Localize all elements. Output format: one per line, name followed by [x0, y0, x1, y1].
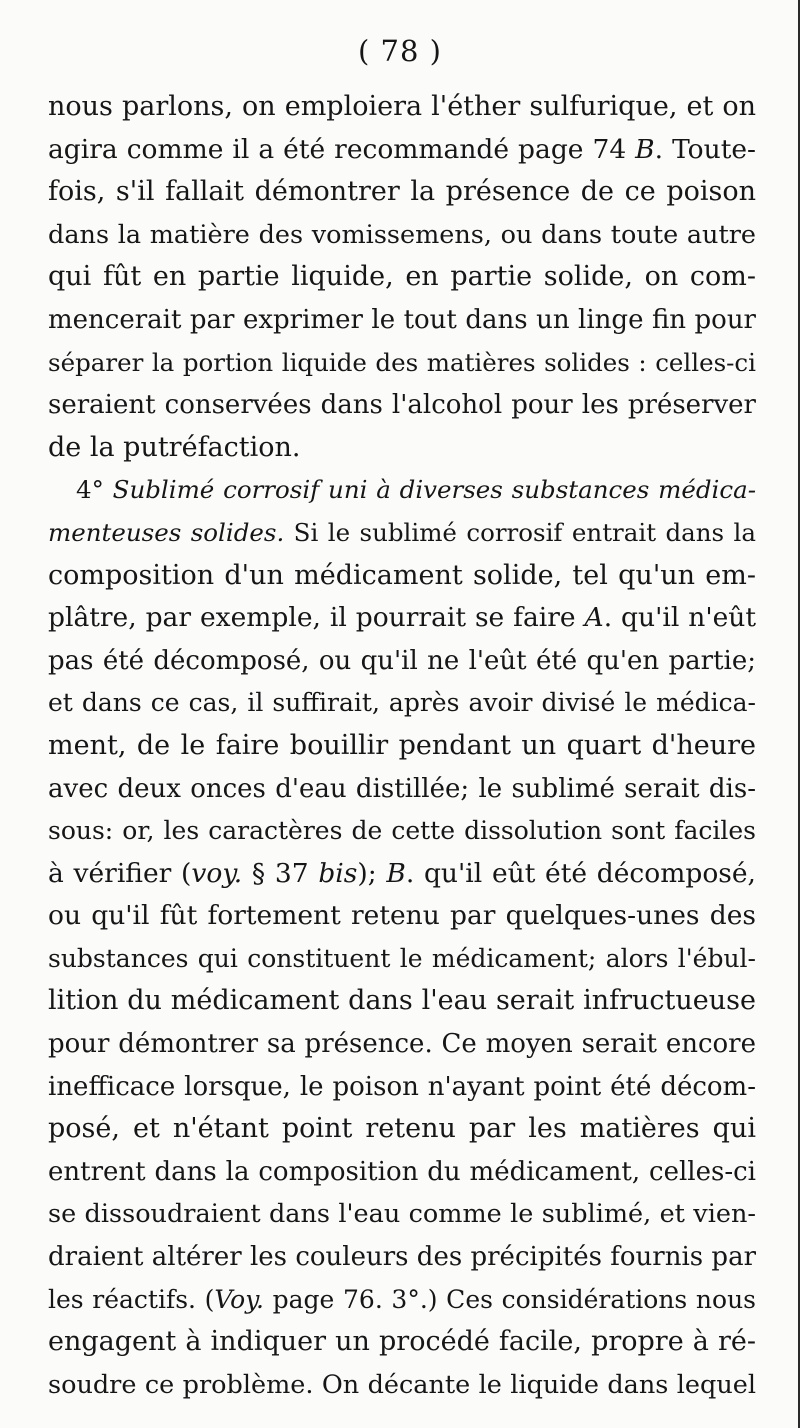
text-run: ment, de le faire bouillir pendant un quart d'heure	[48, 729, 756, 761]
text-line	[48, 938, 756, 981]
text-run: § 37	[242, 857, 319, 889]
italic-text: menteuses solides.	[48, 517, 285, 547]
italic-text: B	[386, 857, 406, 889]
italic-text: Sublimé corrosif uni à diverses substances médica-	[112, 475, 756, 505]
text-run: qui fût en partie liquide, en partie solide, on com-	[48, 261, 756, 293]
text-run: agira comme il a été recommandé page 74	[48, 133, 636, 165]
text-line	[48, 895, 756, 938]
text-run: de la putréfaction.	[48, 431, 301, 463]
text-run: nous parlons, on emploiera l'éther sulfurique, et on	[48, 91, 756, 122]
text-line	[48, 980, 756, 1023]
text-line	[48, 725, 756, 768]
text-line	[48, 427, 756, 470]
text-line	[48, 640, 756, 683]
text-run: et dans ce cas, il suffirait, après avoir divisé le médica-	[48, 688, 756, 718]
text-run: les réactifs. (	[48, 1284, 215, 1314]
text-line	[48, 597, 756, 640]
text-run: composition d'un médicament solide, tel qu'un em-	[48, 559, 756, 591]
italic-text: voy.	[191, 857, 243, 889]
text-line	[48, 682, 756, 725]
text-run: soudre ce problème. On décante le liquide dans lequel	[48, 1369, 756, 1400]
body-text	[48, 86, 756, 1406]
text-line	[48, 214, 756, 257]
text-line	[48, 86, 756, 129]
text-run: );	[357, 857, 387, 889]
text-line	[48, 1321, 756, 1364]
italic-text: Voy.	[214, 1284, 264, 1314]
text-run: posé, et n'étant point retenu par les matières qui	[48, 1113, 756, 1145]
text-line	[48, 1108, 756, 1151]
text-line	[48, 555, 756, 598]
text-run: à vérifier (	[48, 857, 192, 889]
text-run: dans la matière des vomissemens, ou dans toute autre	[48, 219, 756, 250]
text-run: draient altérer les couleurs des précipités fournis par	[48, 1242, 756, 1273]
text-run: Si le sublimé corrosif entrait dans la	[284, 517, 756, 547]
text-run: lition du médicament dans l'eau serait infructueuse	[48, 985, 756, 1017]
text-line	[48, 1066, 756, 1109]
text-run: 4°	[76, 475, 113, 505]
text-run: se dissoudraient dans l'eau comme le sublimé, et vien-	[48, 1199, 756, 1230]
text-run: plâtre, par exemple, il pourrait se faire	[48, 602, 585, 634]
text-run: . qu'il eût été décomposé,	[405, 857, 756, 889]
italic-text: A	[584, 602, 604, 634]
text-run: avec deux onces d'eau distillée; le sublimé serait dis-	[48, 773, 756, 804]
italic-text: bis	[318, 857, 358, 889]
text-line	[48, 1279, 756, 1322]
text-run: fois, s'il fallait démontrer la présence de ce poison	[48, 176, 756, 208]
text-run: . Toute-	[654, 133, 756, 165]
text-run: entrent dans la composition du médicament, celles-ci	[48, 1156, 756, 1187]
text-line	[48, 342, 756, 385]
text-line	[48, 171, 756, 214]
text-line	[48, 853, 756, 896]
text-run: mencerait par exprimer le tout dans un linge fin pour	[48, 304, 756, 335]
text-line	[48, 1364, 756, 1407]
text-line	[48, 299, 756, 342]
text-run: seraient conservées dans l'alcohol pour les préserver	[48, 390, 756, 421]
text-line	[48, 129, 756, 172]
page-number: ( 78 )	[358, 34, 442, 68]
text-line	[48, 512, 756, 555]
text-run: sous: or, les caractères de cette dissolution sont faciles	[48, 816, 756, 846]
text-run: . qu'il n'eût	[603, 602, 756, 634]
text-run: pour démontrer sa présence. Ce moyen serait encore	[48, 1029, 756, 1060]
text-line	[48, 1023, 756, 1066]
text-line	[48, 1236, 756, 1279]
text-line	[48, 384, 756, 427]
text-run: inefficace lorsque, le poison n'ayant point été décom-	[48, 1071, 756, 1102]
text-line	[48, 768, 756, 811]
text-run: engagent à indiquer un procédé facile, propre à ré-	[48, 1326, 756, 1358]
text-run: page 76. 3°.) Ces considérations nous	[263, 1284, 756, 1314]
text-line	[48, 256, 756, 299]
text-line	[48, 469, 756, 512]
text-line	[48, 1151, 756, 1194]
text-run: pas été décomposé, ou qu'il ne l'eût été qu'en partie;	[48, 645, 756, 676]
text-run: ou qu'il fût fortement retenu par quelques-unes des	[48, 900, 756, 932]
text-line	[48, 810, 756, 853]
italic-text: B	[635, 133, 655, 165]
text-line	[48, 1193, 756, 1236]
text-run: séparer la portion liquide des matières solides : celles-ci	[48, 347, 756, 377]
text-run: substances qui constituent le médicament; alors l'ébul-	[48, 943, 756, 973]
